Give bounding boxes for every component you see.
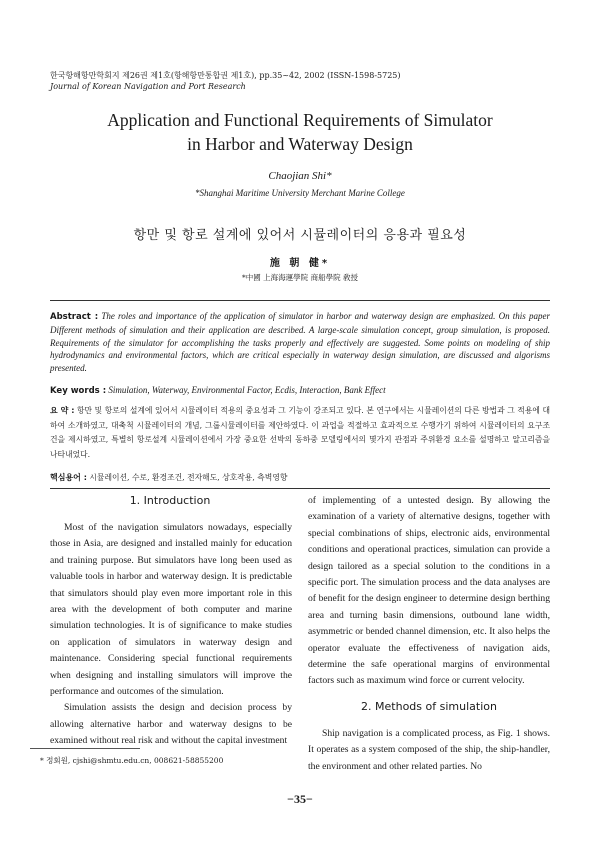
section-heading-introduction: 1. Introduction	[129, 494, 211, 507]
page-number: −35−	[287, 792, 313, 806]
paper-title	[40, 108, 560, 156]
korean-keywords-text: 시뮬레이션, 수로, 환경조건, 전자해도, 상호작용, 측벽영향	[89, 473, 288, 482]
footnote: * 정회원, cjshi@shmtu.edu.cn, 008621-58855200	[40, 756, 224, 765]
journal-name: Journal of Korean Navigation and Port Research	[50, 82, 246, 91]
keywords-label: Key words :	[50, 386, 107, 396]
korean-keywords	[50, 472, 550, 483]
korean-abstract-text: 항만 및 항로의 설계에 있어서 시뮬레이터 적용의 중요성과 그 기능이 강조되고 있다. 본 연구에서는 시뮬레이션의 다른 방법과 그 적용에 대하여 소개하였고, 대축척 시뮬레이터의 개념, 그룹시뮬레이터를 제안하였다. 이 과업을 적절하고 효과적으로 수행가기 위하여 시뮬레이터의 요구조건을 제시하였고, 특별히 항로설계 시뮬레이션에서 가장 중요한 선박의 동하중 모델링에서의 몇가지 관점과 주위환경 요소를 설명하고 알고리즘을 나타내었다.	[50, 406, 550, 459]
author-name: Chaojian Shi*	[268, 170, 332, 182]
journal-citation: 한국항해항만학회지 제26권 제1호(항해항만통합권 제1호), pp.35~42, 2002 (ISSN-1598-5725)	[50, 71, 401, 80]
abstract-top-rule	[50, 300, 550, 301]
korean-affiliation: *中國 上海海運學院 商船學院 敎授	[242, 273, 358, 282]
korean-keywords-label: 핵심용어 :	[50, 473, 87, 482]
abstract-bottom-rule	[50, 488, 550, 489]
korean-abstract	[50, 404, 550, 462]
right-column-section2	[308, 726, 550, 775]
keywords-text: Simulation, Waterway, Environmental Factor, Ecdis, Interaction, Bank Effect	[108, 385, 386, 395]
intro-paragraph-1: Most of the navigation simulators nowadays, especially those in Asia, are designed and installed mainly for education and training purpose. But simulators have long been used as valuable tools in harbor and waterway design. It is predictable that simulators should play even more important role in this area with the development of both computer and marine simulation technologies. It is of significance to make studies on application of simulators in waterway design and maintenance. Considering special functional requirements when designing and installing simulators will improve the performance and outcomes of the simulation.	[50, 522, 292, 698]
footnote-rule	[30, 748, 140, 749]
title-line-1: Application and Functional Requirements of Simulator	[107, 110, 493, 130]
section-heading-methods: 2. Methods of simulation	[361, 700, 497, 713]
korean-abstract-label: 요 약 :	[50, 406, 75, 415]
running-header	[50, 70, 401, 92]
korean-title: 항만 및 항로 설계에 있어서 시뮬레이터의 응용과 필요성	[133, 228, 467, 243]
abstract-label: Abstract :	[50, 312, 99, 322]
title-line-2: in Harbor and Waterway Design	[187, 134, 413, 154]
right-column	[308, 493, 550, 690]
abstract-text: The roles and importance of the application of simulator in harbor and waterway design are emphasized. On this paper Different methods of simulation and their application are described. A large-scale simulation concept, group simulation, is proposed. Requirements of the simulator for accomplishing the tasks properly and effectively are suggested. Some points on modeling of ship hydrodynamics and environmental factors, which are critical especially in waterway design simulation, are discussed and algorisms presented.	[50, 311, 550, 374]
intro-paragraph-2: Simulation assists the design and decision process by allowing alternative harbor and waterway designs to be examined without real risk and without the capital investment	[50, 702, 292, 747]
keywords	[50, 385, 550, 396]
abstract	[50, 310, 550, 375]
intro-paragraph-3: of implementing of a untested design. By allowing the examination of a variety of alternative designs, together with special combinations of ships, electronic aids, environmental conditions and operational practices, simulation can provide a design tailored as a special solution to the conditions in a specific port. The simulation process and the data analyses are of benefit for the design engineer to determine design berthing area and turning basin dimensions, outbound lane width, asymmetric or bended channel dimension, etc. It also helps the operator evaluate the effectiveness of navigation aids, determine the safe operational margins of environmental factors such as maximum wind force or current velocity.	[308, 495, 550, 687]
left-column	[50, 520, 292, 750]
author-affiliation: *Shanghai Maritime University Merchant Marine College	[195, 188, 405, 198]
methods-paragraph-1: Ship navigation is a complicated process, as Fig. 1 shows. It operates as a system composed of the ship, the ship-handler, the environment and other related parties. No	[308, 728, 550, 772]
korean-author-name: 施 朝 健*	[269, 258, 331, 269]
